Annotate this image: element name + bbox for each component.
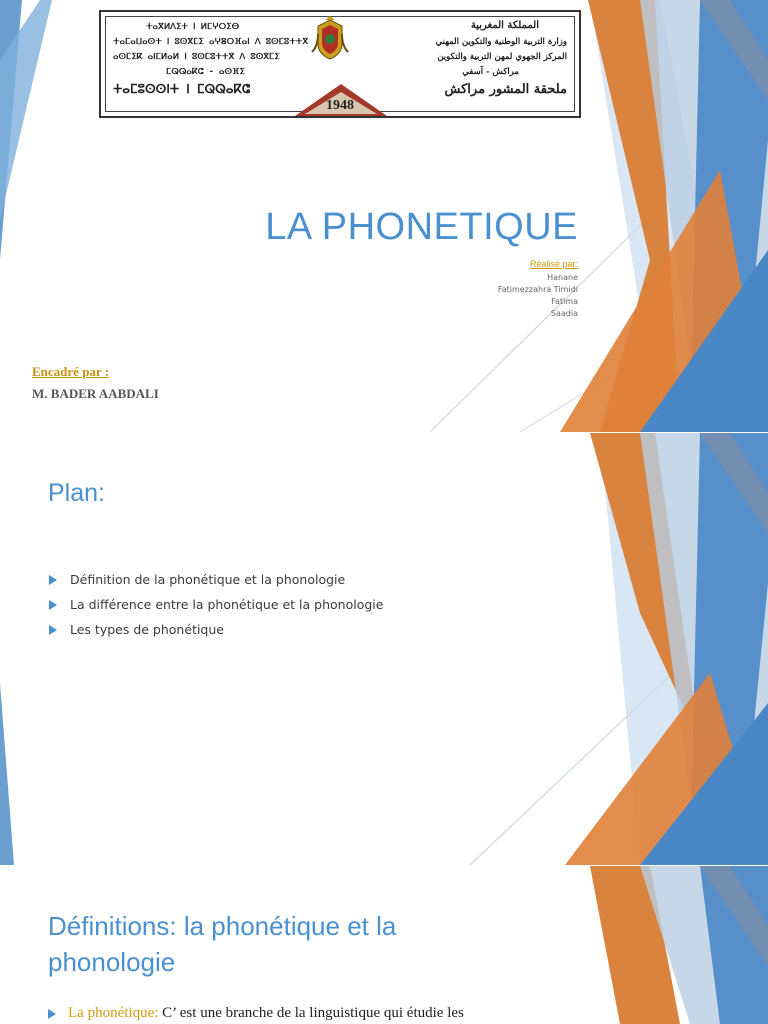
plan-slide bbox=[0, 433, 768, 865]
definitions-slide bbox=[0, 866, 768, 1024]
definitions-heading: Définitions: la phonétique et la phonologie bbox=[48, 911, 397, 977]
tifinagh-title: ⵜⴰⵎⵓⵙⵙⵏⵜ ⵏ ⵎⵕⵕⴰⴽⵛ bbox=[113, 82, 251, 96]
list-item bbox=[48, 596, 383, 621]
realised-by-label: Réalisé par: bbox=[529, 259, 578, 269]
arabic-title: ملحقة المشور مراكش bbox=[444, 82, 567, 97]
definition-text: C’ est une branche de la linguistique qui étudie les bbox=[158, 1005, 464, 1021]
arabic-line: وزارة التربية الوطنية والتكوين المهني bbox=[435, 37, 567, 47]
year-text: 1948 bbox=[326, 98, 354, 113]
author-name: Saadia bbox=[550, 309, 578, 318]
tifinagh-line: ⴰⵙⵎⵉⴽ ⴰⵏⵎⵍⴰⵍ ⵏ ⵓⵙⵎⵓⵜⵜⴳ ⴷ ⵓⵙⴳⵎⵉ bbox=[113, 52, 280, 62]
tifinagh-line: ⵜⴰⴳⵍⴷⵉⵜ ⵏ ⵍⵎⵖⵔⵉⴱ bbox=[146, 22, 240, 32]
supervisor-name: M. BADER AABDALI bbox=[32, 386, 159, 401]
list-item-label: Définition de la phonétique et la phonologie bbox=[70, 572, 346, 587]
moroccan-emblem-icon bbox=[308, 16, 352, 62]
presentation-title: LA PHONETIQUE bbox=[265, 206, 578, 248]
background-decoration bbox=[0, 433, 768, 865]
bullet-arrow-icon bbox=[49, 625, 57, 635]
definition-term: La phonétique: bbox=[68, 1005, 159, 1021]
bullet-arrow-icon bbox=[49, 600, 57, 610]
list-item bbox=[48, 621, 383, 646]
list-item bbox=[48, 571, 383, 596]
supervised-by-label: Encadré par : bbox=[32, 364, 110, 379]
tifinagh-line: ⵎⵕⵕⴰⴽⵛ - ⴰⵙⴼⵉ bbox=[166, 67, 245, 77]
arabic-line: المركز الجهوي لمهن التربية والتكوين bbox=[437, 52, 567, 62]
author-name: Fatimezzahra Timidi bbox=[497, 285, 578, 294]
arabic-line: المملكة المغربية bbox=[470, 20, 539, 31]
author-name: Fatima bbox=[551, 297, 578, 306]
list-item-label: La différence entre la phonétique et la phonologie bbox=[70, 597, 384, 612]
list-item-label: Les types de phonétique bbox=[70, 622, 224, 637]
bullet-arrow-icon bbox=[49, 575, 57, 585]
definition-line bbox=[48, 1005, 464, 1022]
arabic-line: مراكش - آسفي bbox=[462, 67, 519, 77]
tifinagh-line: ⵜⴰⵎⴰⵡⴰⵙⵜ ⵏ ⵓⵙⴳⵎⵉ ⴰⵖⴻⵔⴼⴰⵏ ⴷ ⵓⵙⵎⵓⵜⵜⴳ bbox=[113, 37, 309, 47]
bullet-arrow-icon bbox=[48, 1009, 56, 1019]
plan-heading: Plan: bbox=[48, 479, 105, 507]
title-slide bbox=[0, 0, 768, 432]
author-name: Hanane bbox=[547, 273, 578, 282]
plan-list bbox=[48, 571, 383, 646]
institution-banner bbox=[99, 10, 581, 118]
